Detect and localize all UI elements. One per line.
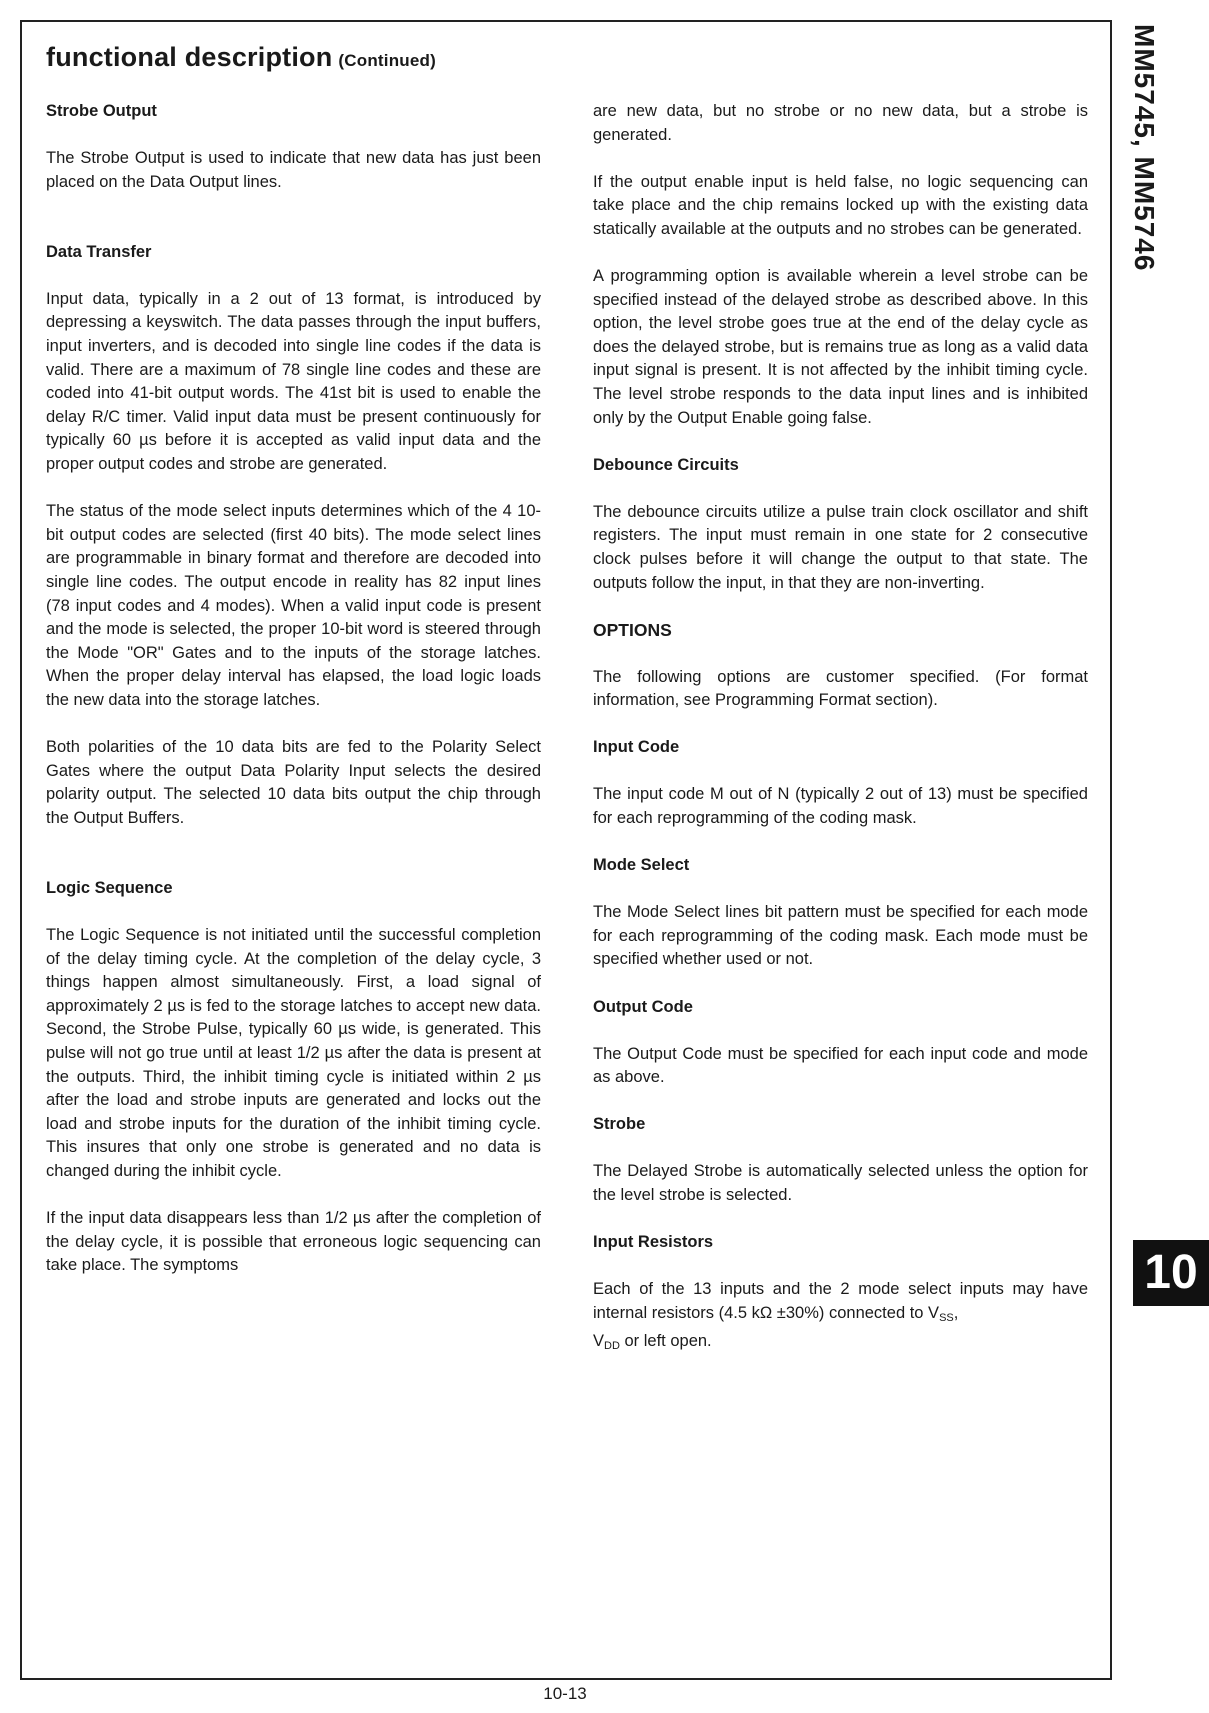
data-transfer-paragraph-3: Both polarities of the 10 data bits are fed to the Polarity Select Gates where the output Data Polarity Input selects the desired polarity output. The selected 10 data bits output the chip through the Output Buffers. (46, 737, 541, 827)
page-title-text: functional description (46, 42, 333, 72)
strobe-output-paragraph: The Strobe Output is used to indicate that new data has just been placed on the Data Output lines. (46, 149, 541, 191)
debounce-circuits-paragraph: The debounce circuits utilize a pulse train clock oscillator and shift registers. The input must remain in one state for 2 consecutive clock pulses before it will change the output to that state. The outputs follow the input, in that they are non-inverting. (593, 502, 1088, 592)
input-code-heading: Input Code (593, 738, 680, 757)
continued-label: (Continued) (338, 51, 436, 70)
spacer (46, 218, 541, 241)
strobe-paragraph: The Delayed Strobe is automatically selected unless the option for the level strobe is selected. (593, 1162, 1088, 1204)
continued-paragraph-3: A programming option is available wherein a level strobe can be specified instead of the delayed strobe as described above. In this option, the level strobe goes true at the end of the delay cycle as does the delayed strobe, but is remains true as long as a valid data input signal is present. It is not affected by the inhibit timing cycle. The level strobe responds to the data input lines and is inhibited only by the Output Enable going false. (593, 266, 1088, 427)
data-transfer-paragraph-1: Input data, typically in a 2 out of 13 format, is introduced by depressing a keyswitch. The data passes through the input buffers, input inverters, and is decoded into single line codes if the data is valid. There are a maximum of 78 single line codes and these are coded into 41-bit output words. The 41st bit is used to enable the delay R/C timer. Valid input data must be present continuously for typically 60 µs before it is accepted as valid input data and the proper output codes and strobe are generated. (46, 289, 541, 474)
options-paragraph: The following options are customer specified. (For format information, see Programming Format section). (593, 667, 1088, 710)
frame-bottom-rule (20, 1678, 1112, 1680)
input-resistors-text-a: Each of the 13 inputs and the 2 mode select inputs may have internal resistors (4.5 kΩ ±30%) connected to V (593, 1280, 1088, 1322)
logic-sequence-heading: Logic Sequence (46, 878, 173, 897)
options-heading: OPTIONS (593, 619, 672, 640)
data-transfer-paragraph-2: The status of the mode select inputs determines which of the 4 10-bit output codes are selected (first 40 bits). The mode select lines are programmable in binary format and therefore are decoded into single line codes. The output encode in reality has 82 input lines (78 input codes and 4 modes). When a valid input code is present and the mode is selected, the proper 10-bit word is steered through the Mode "OR" Gates and to the inputs of the storage latches. When the proper delay interval has elapsed, the load logic loads the new data into the storage latches. (46, 502, 541, 709)
vdd-subscript: DD (604, 1340, 620, 1353)
mode-select-heading: Mode Select (593, 856, 690, 875)
input-resistors-text-d: or left open. (619, 1332, 712, 1351)
spacer (46, 854, 541, 877)
left-column (46, 100, 541, 1301)
logic-sequence-paragraph-2: If the input data disappears less than 1/2 µs after the completion of the delay cycle, it is possible that erroneous logic sequencing can take place. The symptoms (46, 1208, 541, 1275)
input-resistors-text-c: V (593, 1332, 605, 1351)
vss-subscript: SS (939, 1311, 954, 1324)
input-resistors-comma: , (953, 1303, 959, 1322)
right-column (593, 100, 1088, 1382)
frame-right-rule (1110, 20, 1112, 1680)
output-code-paragraph: The Output Code must be specified for each input code and mode as above. (593, 1044, 1088, 1087)
output-code-heading: Output Code (593, 997, 693, 1016)
continued-paragraph-2: If the output enable input is held false, no logic sequencing can take place and the chip remains locked up with the existing data statically available at the outputs and no strobes can be generated. (593, 172, 1088, 238)
input-resistors-heading: Input Resistors (593, 1233, 714, 1252)
strobe-heading: Strobe (593, 1115, 646, 1134)
page-number: 10-13 (543, 1684, 587, 1703)
input-code-paragraph: The input code M out of N (typically 2 out of 13) must be specified for each reprogramming of the coding mask. (593, 785, 1088, 828)
logic-sequence-paragraph-1: The Logic Sequence is not initiated until the successful completion of the delay timing cycle. At the completion of the delay cycle, 3 things happen almost simultaneously. First, a load signal of approximately 2 µs is fed to the storage latches to accept new data. Second, the Strobe Pulse, typically 60 µs wide, is generated. This pulse will not go true until at least 1/2 µs after the data is present at the outputs. Third, the inhibit timing cycle is initiated within 2 µs after the load and strobe inputs are generated and locks out the load and strobe inputs for the duration of the inhibit timing cycle. This insures that only one strobe is generated and no data is changed during the inhibit cycle. (46, 925, 541, 1180)
debounce-circuits-heading: Debounce Circuits (593, 455, 739, 474)
strobe-output-heading: Strobe Output (46, 102, 157, 120)
page-title (46, 42, 436, 73)
data-transfer-heading: Data Transfer (46, 242, 152, 261)
input-resistors-paragraph (593, 1278, 1088, 1359)
part-number-side-label: MM5745, MM5746 (1129, 24, 1160, 272)
continued-paragraph-1: are new data, but no strobe or no new data, but a strobe is generated. (593, 102, 1088, 144)
section-tab: 10 (1133, 1240, 1209, 1306)
mode-select-paragraph: The Mode Select lines bit pattern must be specified for each mode for each reprogramming of the coding mask. Each mode must be specified whether used or not. (593, 903, 1088, 969)
